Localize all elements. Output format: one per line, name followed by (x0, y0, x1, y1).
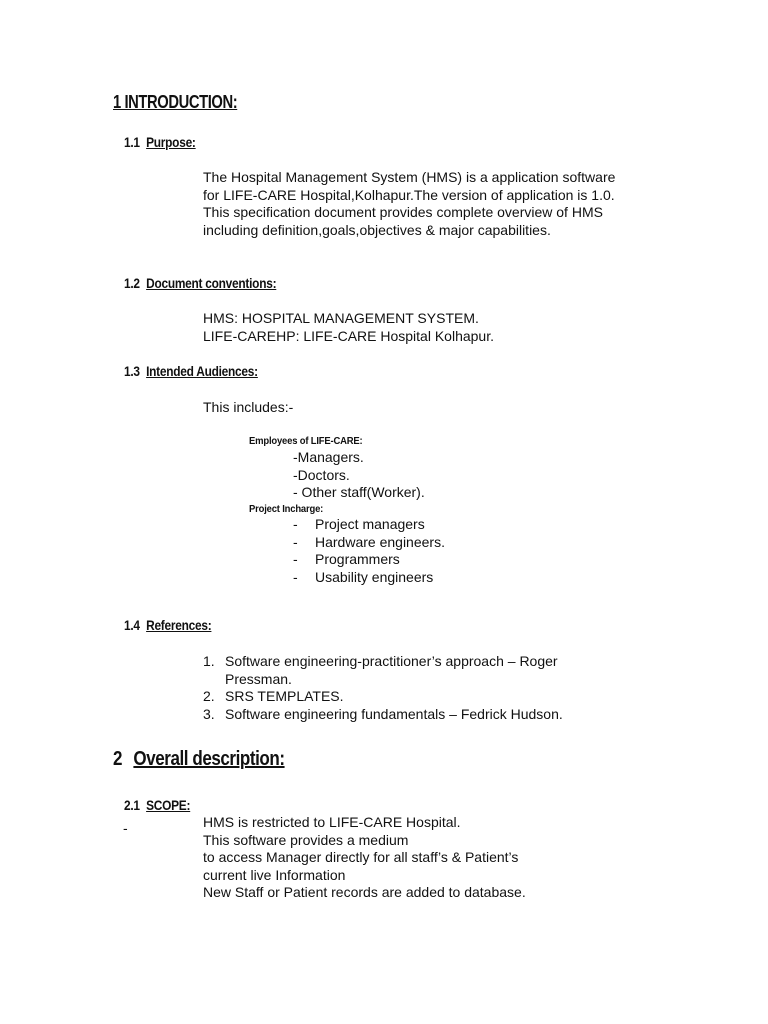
text-line: New Staff or Patient records are added to database. (203, 884, 526, 900)
list-item-text: Software engineering fundamentals – Fedrick Hudson. (225, 705, 563, 722)
list-item-continuation (203, 671, 563, 689)
scope-heading (124, 797, 190, 813)
text-line: including definition,goals,objectives & major capabilities. (203, 221, 551, 238)
project-incharge-label: Project Incharge: (249, 503, 324, 515)
list-number: 1. (203, 653, 215, 669)
list-item: -Doctors. (293, 466, 350, 483)
overall-description-heading (113, 748, 285, 771)
section-number: 1.3 (124, 363, 140, 379)
references-list (203, 653, 563, 723)
text-line: The Hospital Management System (HMS) is a application software (203, 169, 616, 185)
list-number: 2. (203, 688, 215, 704)
dash-bullet: - (293, 551, 298, 567)
dash-bullet: - (293, 516, 298, 532)
purpose-paragraph (203, 169, 615, 239)
list-item-text: Software engineering-practitioner’s approach – Roger (225, 653, 558, 669)
section-title: Overall description: (133, 748, 285, 770)
text-line: for LIFE-CARE Hospital,Kolhapur.The version of application is 1.0. (203, 186, 615, 203)
text-line: This software provides a medium (203, 831, 409, 848)
list-item: - Other staff(Worker). (293, 484, 425, 500)
text-line: to access Manager directly for all staff’s & Patient’s (203, 849, 519, 865)
section-title: Intended Audiences: (146, 363, 258, 379)
list-item: -Managers. (293, 449, 364, 465)
employees-list (293, 449, 425, 502)
section-number: 1.4 (124, 617, 140, 633)
audiences-heading (124, 363, 258, 379)
section-number: 1.2 (124, 275, 140, 291)
text-line: This specification document provides complete overview of HMS (203, 204, 603, 220)
scope-bullet: - (123, 820, 128, 836)
scope-paragraph (203, 814, 526, 902)
list-item-text: Programmers (315, 551, 400, 567)
list-item (203, 653, 563, 671)
list-item (293, 551, 445, 569)
dash-bullet: - (293, 568, 298, 585)
list-item (203, 706, 563, 724)
section-title: Document conventions: (146, 275, 277, 291)
section-number: 2 (113, 748, 123, 770)
list-item-text: Usability engineers (315, 568, 434, 585)
list-item-text: Hardware engineers. (315, 533, 445, 550)
purpose-heading (124, 134, 196, 150)
text-line: HMS is restricted to LIFE-CARE Hospital. (203, 814, 461, 830)
section-title: Purpose: (146, 134, 196, 150)
list-number: 3. (203, 705, 215, 722)
section-number: 1.1 (124, 134, 140, 150)
dash-bullet: - (293, 533, 298, 550)
project-incharge-list (293, 516, 445, 586)
employees-label: Employees of LIFE-CARE: (249, 435, 363, 447)
list-item-text: Pressman. (225, 670, 292, 687)
list-item (293, 516, 445, 534)
text-line: HMS: HOSPITAL MANAGEMENT SYSTEM. (203, 310, 479, 326)
list-item (293, 534, 445, 552)
section-title: References: (146, 617, 212, 633)
references-heading (124, 617, 211, 633)
section-number: 2.1 (124, 797, 140, 813)
list-item (293, 569, 445, 587)
text-line: LIFE-CAREHP: LIFE-CARE Hospital Kolhapur. (203, 327, 494, 344)
list-item-text: SRS TEMPLATES. (225, 688, 344, 704)
text-line: current live Information (203, 866, 346, 883)
list-item-text: Project managers (315, 516, 425, 532)
list-item (203, 688, 563, 706)
conventions-heading (124, 275, 276, 291)
conventions-paragraph (203, 310, 494, 345)
audiences-intro: This includes:- (203, 399, 294, 415)
section-title: SCOPE: (146, 797, 191, 813)
introduction-heading: 1 INTRODUCTION: (113, 92, 238, 112)
